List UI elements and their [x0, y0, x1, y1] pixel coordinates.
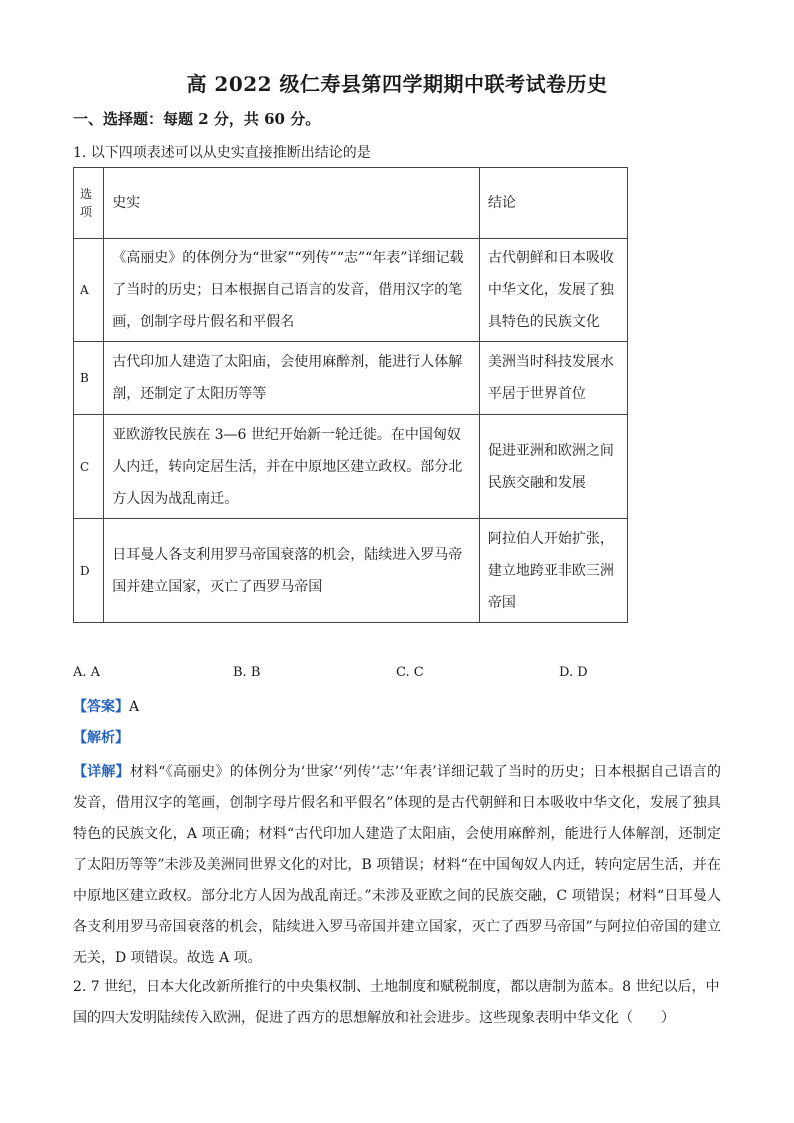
detail-paragraph	[73, 757, 721, 974]
choice-c[interactable]: C. C	[396, 665, 424, 680]
question-1-stem: 1. 以下四项表述可以从史实直接推断出结论的是	[73, 145, 371, 161]
choice-a[interactable]: A. A	[73, 665, 101, 680]
answer-label: 【答案】	[73, 699, 129, 715]
row-option: B	[74, 342, 104, 415]
analysis-label: 【解析】	[73, 730, 129, 746]
row-conclusion: 美洲当时科技发展水平居于世界首位	[479, 342, 627, 415]
detail-label: 【详解】	[73, 764, 130, 780]
header-option: 选项	[74, 168, 104, 239]
row-fact: 日耳曼人各支利用罗马帝国衰落的机会，陆续进入罗马帝国并建立国家，灭亡了西罗马帝国	[104, 519, 480, 623]
page-title: 高 2022 级仁寿县第四学期期中联考试卷历史	[186, 72, 608, 96]
section-heading: 一、选择题：每题 2 分，共 60 分。	[73, 110, 321, 128]
table-row	[74, 239, 628, 342]
row-conclusion: 阿拉伯人开始扩张，建立地跨亚非欧三洲帝国	[479, 519, 627, 623]
row-fact: 《高丽史》的体例分为“世家”“列传”“志”“年表”详细记载了当时的历史；日本根据自己语言的发音，借用汉字的笔画，创制字母片假名和平假名	[104, 239, 480, 342]
answer-value: A	[129, 699, 140, 715]
row-option: A	[74, 239, 104, 342]
detail-text: 材料“《高丽史》的体例分为‘世家’‘列传’‘志’‘年表’详细记载了当时的历史；日本根据自己语言的发音，借用汉字的笔画，创制字母片假名和平假名”体现的是古代朝鲜和日本吸收中华文化，发展了独具特色的民族文化，A 项正确；材料“古代印加人建造了太阳庙，会使用麻醉剂，能进行人体解剖，还制定了太阳历等等”未涉及美洲同世界文化的对比，B 项错误；材料“在中国匈奴人内迁，转向定居生活，并在中原地区建立政权。部分北方人因为战乱南迁。”未涉及亚欧之间的民族交融，C 项错误；材料“日耳曼人各支利用罗马帝国衰落的机会，陆续进入罗马帝国并建立国家，灭亡了西罗马帝国”与阿拉伯帝国的建立无关，D 项错误。故选 A 项。	[73, 764, 721, 966]
row-fact: 亚欧游牧民族在 3—6 世纪开始新一轮迁徙。在中国匈奴人内迁，转向定居生活，并在中原地区建立政权。部分北方人因为战乱南迁。	[104, 415, 480, 519]
question-1-table	[73, 167, 628, 623]
table-row	[74, 519, 628, 623]
question-2-stem: 2. 7 世纪，日本大化改新所推行的中央集权制、土地制度和赋税制度，都以唐制为蓝本。8 世纪以后，中国的四大发明陆续传入欧洲，促进了西方的思想解放和社会进步。这些现象表明中华文化（ ）	[73, 979, 720, 1026]
answer-line	[73, 696, 139, 716]
table-row	[74, 342, 628, 415]
table-header-row	[74, 168, 628, 239]
choice-d[interactable]: D. D	[559, 665, 588, 680]
table-row	[74, 415, 628, 519]
header-fact: 史实	[104, 168, 480, 239]
row-option: D	[74, 519, 104, 623]
choice-b[interactable]: B. B	[233, 665, 261, 680]
row-conclusion: 古代朝鲜和日本吸收中华文化，发展了独具特色的民族文化	[479, 239, 627, 342]
row-fact: 古代印加人建造了太阳庙，会使用麻醉剂，能进行人体解剖，还制定了太阳历等等	[104, 342, 480, 415]
header-conclusion: 结论	[479, 168, 627, 239]
row-option: C	[74, 415, 104, 519]
row-conclusion: 促进亚洲和欧洲之间民族交融和发展	[479, 415, 627, 519]
